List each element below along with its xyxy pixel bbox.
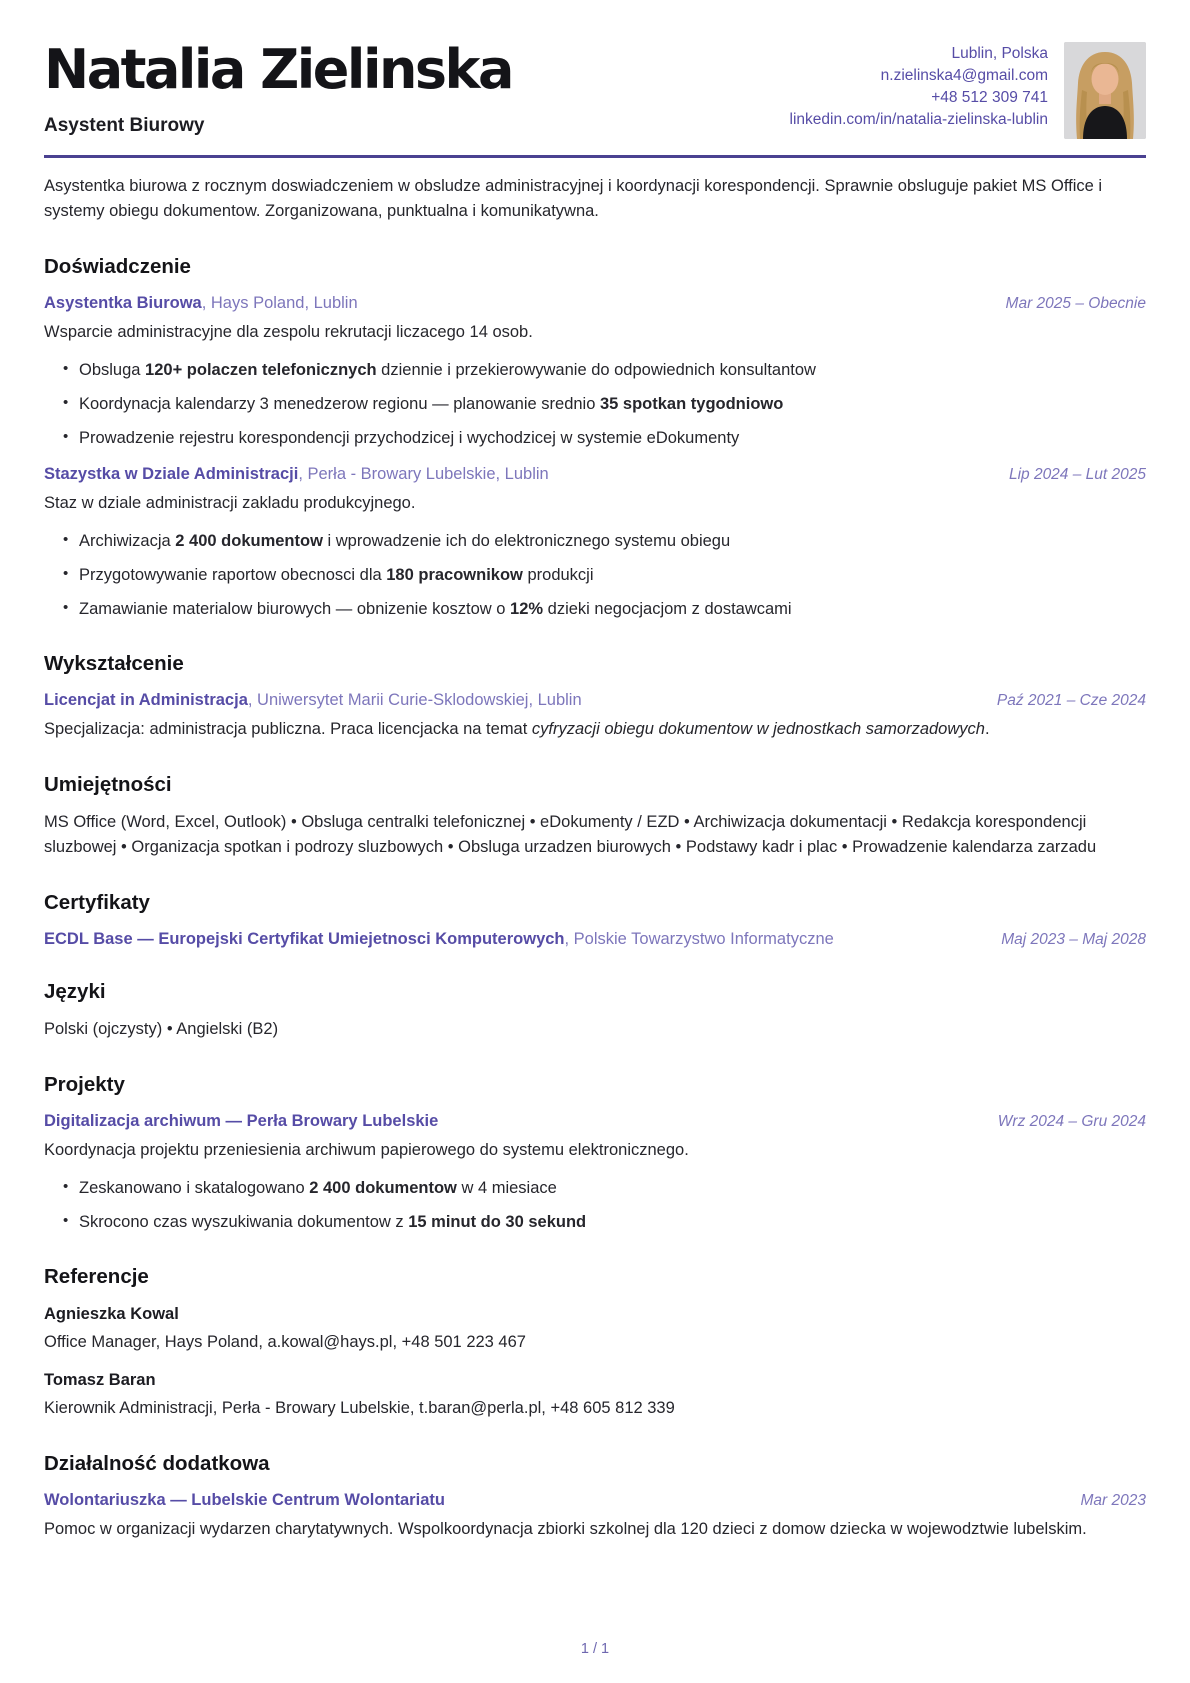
entry-title-line	[44, 1112, 438, 1131]
entry-title-line	[44, 294, 358, 313]
contact-linkedin: linkedin.com/in/natalia-zielinska-lublin	[789, 111, 1048, 128]
resume-sections	[44, 255, 1146, 1542]
contact-location: Lublin, Polska	[951, 45, 1048, 62]
entry-title: Stazystka w Dziale Administracji	[44, 465, 299, 483]
header-divider	[44, 155, 1146, 158]
bullet-item	[63, 597, 1146, 621]
entry	[44, 294, 1146, 450]
text-segment: Obsluga	[79, 361, 146, 379]
entry-title: ECDL Base — Europejski Certyfikat Umiejetnosci Komputerowych	[44, 930, 565, 948]
entry-date: Paź 2021 – Cze 2024	[996, 692, 1146, 709]
text-segment: .	[984, 720, 990, 738]
section-additional	[44, 1452, 1146, 1542]
entry-title-line	[44, 465, 549, 484]
entry-bullets	[44, 1176, 1146, 1234]
section-text: MS Office (Word, Excel, Outlook) • Obsluga centralki telefonicznej • eDokumenty / EZD • Archiwizacja dokumentacji • Redakcja korespondencji sluzbowej • Organizacja spotkan i podrozy sluzbowych • Obsluga urzadzen biurowych • Podstawy kadr i plac • Prowadzenie kalendarza zarzadu	[44, 813, 1097, 856]
entry-title-line	[44, 691, 582, 710]
section-languages	[44, 980, 1146, 1042]
bullet-item	[63, 1210, 1146, 1234]
entry-description	[44, 717, 1146, 742]
bullet-item	[63, 392, 1146, 416]
text-segment: dzieki negocjacjom z dostawcami	[543, 600, 792, 618]
entry	[44, 1112, 1146, 1234]
header-contact-block	[790, 42, 1146, 139]
summary-text: Asystentka biurowa z rocznym doswiadczeniem w obsludze administracyjnej i koordynacji korespondencji. Sprawnie obsluguje pakiet MS Office i systemy obiegu dokumentow. Zorganizowana, punktualna i komunikatywna.	[44, 177, 1103, 220]
entry-organization: , Polskie Towarzystwo Informatyczne	[564, 930, 834, 948]
bullet-item	[63, 358, 1146, 382]
person-title: Asystent Biurowy	[44, 115, 205, 137]
section-heading: Referencje	[44, 1265, 149, 1288]
section-heading: Umiejętności	[44, 773, 172, 796]
reference-detail: Office Manager, Hays Poland, a.kowal@hays.pl, +48 501 223 467	[44, 1333, 526, 1351]
bold-text: 2 400 dokumentow	[309, 1179, 457, 1197]
reference-detail: Kierownik Administracji, Perła - Browary Lubelskie, t.baran@perla.pl, +48 605 812 339	[44, 1399, 675, 1417]
entry-organization: , Uniwersytet Marii Curie-Sklodowskiej, Lublin	[247, 691, 582, 709]
entry-header	[44, 1491, 1146, 1510]
section-heading: Projekty	[44, 1073, 125, 1096]
section-projects	[44, 1073, 1146, 1234]
entry-header	[44, 930, 1146, 949]
text-segment: Skrocono czas wyszukiwania dokumentow z	[79, 1213, 409, 1231]
entry-organization: , Hays Poland, Lublin	[201, 294, 358, 312]
entry-description: Koordynacja projektu przeniesienia archiwum papierowego do systemu elektronicznego.	[44, 1141, 689, 1159]
section-text: Polski (ojczysty) • Angielski (B2)	[44, 1020, 279, 1038]
contact-email: n.zielinska4@gmail.com	[880, 67, 1048, 84]
bold-text: 180 pracownikow	[386, 566, 523, 584]
entry-title: Digitalizacja archiwum — Perła Browary Lubelskie	[44, 1112, 439, 1130]
section-heading: Języki	[44, 980, 106, 1003]
entry	[44, 930, 1146, 949]
text-segment: produkcji	[522, 566, 594, 584]
header-identity	[44, 38, 512, 137]
entry-date: Maj 2023 – Maj 2028	[1001, 931, 1146, 948]
bullet-item	[63, 1176, 1146, 1200]
entry-header	[44, 691, 1146, 710]
entry-title: Licencjat in Administracja	[44, 691, 248, 709]
entry-date: Mar 2025 – Obecnie	[1005, 295, 1146, 312]
reference	[44, 1305, 1146, 1355]
entry-header	[44, 294, 1146, 313]
section-heading: Działalność dodatkowa	[44, 1452, 270, 1475]
section-heading: Certyfikaty	[44, 891, 150, 914]
entry-description: Staz w dziale administracji zakladu produkcyjnego.	[44, 494, 416, 512]
entry-title-line	[44, 1491, 445, 1510]
entry-organization: , Perła - Browary Lubelskie, Lublin	[298, 465, 549, 483]
entry-header	[44, 1112, 1146, 1131]
reference-name: Agnieszka Kowal	[44, 1305, 179, 1323]
bold-text: 35 spotkan tygodniowo	[599, 395, 784, 413]
section-references	[44, 1265, 1146, 1421]
text-segment: Zeskanowano i skatalogowano	[79, 1179, 310, 1197]
bullet-item	[63, 426, 1146, 450]
entry-description: Pomoc w organizacji wydarzen charytatywnych. Wspolkoordynacja zbiorki szkolnej dla 120 dzieci z domow dziecka w wojewodztwie lubelskim.	[44, 1520, 1087, 1538]
bold-text: 15 minut do 30 sekund	[408, 1213, 587, 1231]
text-segment: Koordynacja kalendarzy 3 menedzerow regionu — planowanie srednio	[79, 395, 600, 413]
entry-bullets	[44, 529, 1146, 621]
page-footer	[0, 1641, 1190, 1657]
entry-description: Wsparcie administracyjne dla zespolu rekrutacji liczacego 14 osob.	[44, 323, 533, 341]
entry	[44, 1491, 1146, 1542]
bullet-item	[63, 563, 1146, 587]
entry-title: Asystentka Biurowa	[44, 294, 202, 312]
contact-phone: +48 512 309 741	[931, 89, 1048, 106]
entry	[44, 465, 1146, 621]
entry-date: Wrz 2024 – Gru 2024	[997, 1113, 1146, 1130]
section-heading: Doświadczenie	[44, 255, 191, 278]
reference-name: Tomasz Baran	[44, 1371, 156, 1389]
entry-date: Lip 2024 – Lut 2025	[1008, 466, 1146, 483]
bold-text: 12%	[510, 600, 544, 618]
text-segment: i wprowadzenie ich do elektronicznego systemu obiegu	[322, 532, 731, 550]
entry-title: Wolontariuszka — Lubelskie Centrum Wolontariatu	[44, 1491, 445, 1509]
text-segment: w 4 miesiace	[456, 1179, 557, 1197]
entry-bullets	[44, 358, 1146, 450]
section-heading: Wykształcenie	[44, 652, 184, 675]
contact-info	[790, 42, 1048, 131]
bold-text: 120+ polaczen telefonicznych	[145, 361, 377, 379]
section-education	[44, 652, 1146, 742]
entry-date: Mar 2023	[1080, 1492, 1146, 1509]
text-segment: Prowadzenie rejestru korespondencji przychodzicej i wychodzicej w systemie eDokumenty	[79, 429, 740, 447]
entry-title-line	[44, 930, 834, 949]
text-segment: Zamawianie materialow biurowych — obnizenie kosztow o	[79, 600, 511, 618]
entry-header	[44, 465, 1146, 484]
bullet-item	[63, 529, 1146, 553]
text-segment: dziennie i przekierowywanie do odpowiednich konsultantow	[376, 361, 816, 379]
portrait-photo-illustration	[1064, 42, 1146, 139]
resume-header	[44, 38, 1146, 139]
page-number: 1 / 1	[580, 1641, 610, 1657]
reference	[44, 1371, 1146, 1421]
text-segment: Specjalizacja: administracja publiczna. Praca licencjacka na temat	[44, 720, 532, 738]
section-experience	[44, 255, 1146, 621]
text-segment: Archiwizacja	[79, 532, 176, 550]
italic-text: cyfryzacji obiegu dokumentow w jednostkach samorzadowych	[531, 720, 985, 738]
bold-text: 2 400 dokumentow	[175, 532, 323, 550]
profile-photo	[1064, 42, 1146, 139]
person-name: Natalia Zielinska	[44, 38, 512, 101]
section-certificates	[44, 891, 1146, 949]
entry	[44, 691, 1146, 742]
text-segment: Przygotowywanie raportow obecnosci dla	[79, 566, 387, 584]
section-skills	[44, 773, 1146, 860]
